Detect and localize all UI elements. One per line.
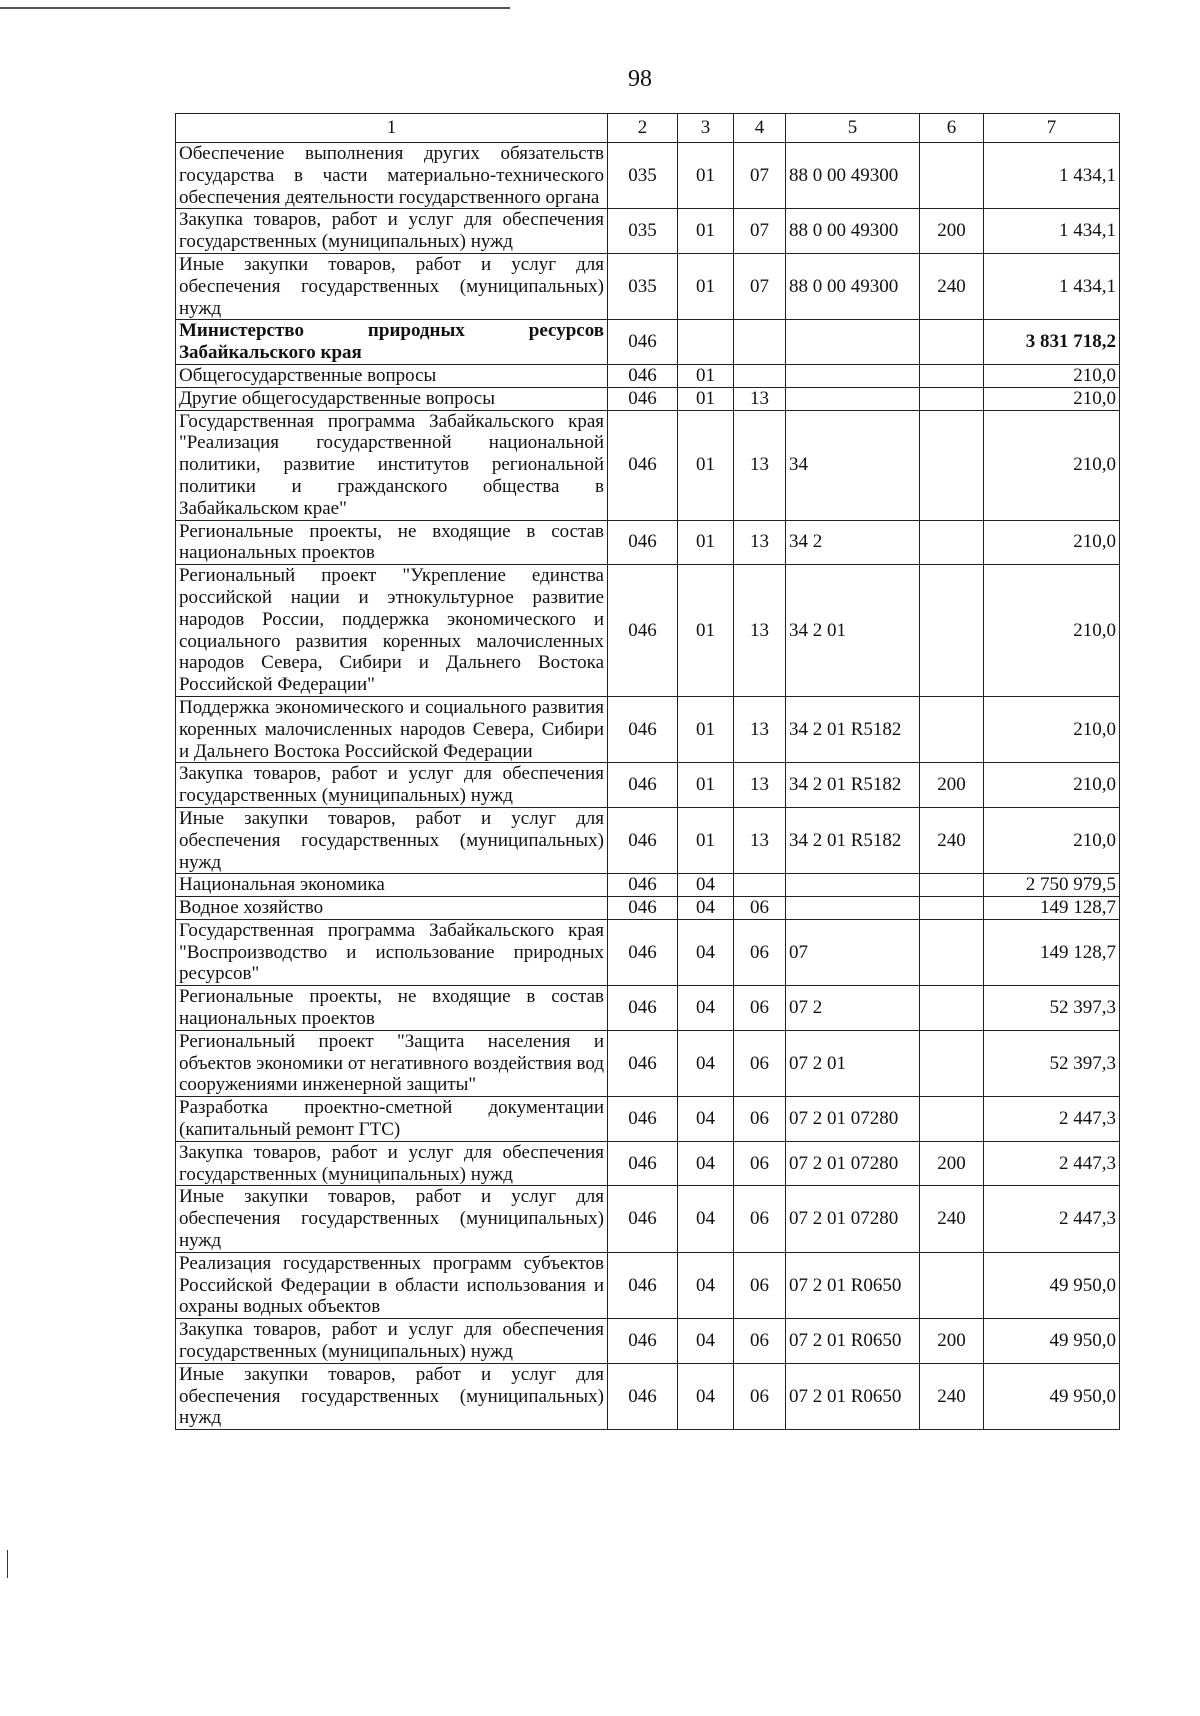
expense-type-code [920, 520, 984, 565]
subsection-code: 13 [734, 520, 786, 565]
target-article-code: 07 2 01 [786, 1030, 920, 1096]
target-article-code [786, 364, 920, 387]
subsection-code: 13 [734, 807, 786, 873]
target-article-code: 07 2 01 R0650 [786, 1252, 920, 1318]
table-row [176, 1252, 1120, 1318]
expense-name: Иные закупки товаров, работ и услуг для обеспечения государственных (муниципальных) нужд [176, 807, 608, 873]
header-cell-4: 4 [734, 114, 786, 143]
section-code: 01 [678, 410, 734, 520]
amount: 210,0 [984, 696, 1120, 762]
expense-name: Водное хозяйство [176, 897, 608, 920]
header-row [176, 114, 1120, 143]
section-code: 04 [678, 919, 734, 985]
target-article-code: 07 2 01 07280 [786, 1097, 920, 1142]
ministry-code: 046 [608, 1030, 678, 1096]
amount: 52 397,3 [984, 1030, 1120, 1096]
amount: 210,0 [984, 387, 1120, 410]
amount: 49 950,0 [984, 1252, 1120, 1318]
target-article-code: 07 2 01 07280 [786, 1186, 920, 1252]
table-row [176, 209, 1120, 254]
section-code: 01 [678, 696, 734, 762]
expense-type-code [920, 320, 984, 365]
ministry-code: 035 [608, 253, 678, 319]
subsection-code [734, 874, 786, 897]
ministry-code: 046 [608, 986, 678, 1031]
section-code: 04 [678, 1141, 734, 1186]
section-code: 01 [678, 807, 734, 873]
section-code: 01 [678, 520, 734, 565]
budget-table [175, 113, 1120, 1430]
expense-type-code: 200 [920, 1141, 984, 1186]
ministry-code: 046 [608, 410, 678, 520]
amount: 2 750 979,5 [984, 874, 1120, 897]
ministry-code: 035 [608, 143, 678, 209]
subsection-code: 06 [734, 1141, 786, 1186]
expense-name: Иные закупки товаров, работ и услуг для обеспечения государственных (муниципальных) нужд [176, 253, 608, 319]
amount: 2 447,3 [984, 1186, 1120, 1252]
subsection-code: 06 [734, 1097, 786, 1142]
expense-name: Закупка товаров, работ и услуг для обеспечения государственных (муниципальных) нужд [176, 1141, 608, 1186]
ministry-code: 046 [608, 387, 678, 410]
table-row [176, 874, 1120, 897]
subsection-code: 07 [734, 253, 786, 319]
ministry-code: 046 [608, 320, 678, 365]
target-article-code: 88 0 00 49300 [786, 253, 920, 319]
header-cell-5: 5 [786, 114, 920, 143]
target-article-code: 34 2 01 R5182 [786, 696, 920, 762]
ministry-code: 046 [608, 520, 678, 565]
table-row [176, 919, 1120, 985]
subsection-code: 06 [734, 919, 786, 985]
ministry-code: 046 [608, 1363, 678, 1429]
expense-name: Поддержка экономического и социального развития коренных малочисленных народов Севера, Сибири и Дальнего Востока Российской Федерации [176, 696, 608, 762]
expense-type-code: 240 [920, 1363, 984, 1429]
expense-name: Региональные проекты, не входящие в состав национальных проектов [176, 986, 608, 1031]
subsection-code: 13 [734, 410, 786, 520]
expense-name: Обеспечение выполнения других обязательств государства в части материально-технического обеспечения деятельности государственного органа [176, 143, 608, 209]
amount: 52 397,3 [984, 986, 1120, 1031]
table-row [176, 1319, 1120, 1364]
target-article-code: 34 2 01 R5182 [786, 807, 920, 873]
header-cell-3: 3 [678, 114, 734, 143]
expense-type-code: 240 [920, 807, 984, 873]
amount: 210,0 [984, 520, 1120, 565]
section-code: 01 [678, 387, 734, 410]
expense-type-code: 200 [920, 763, 984, 808]
subsection-code: 06 [734, 1363, 786, 1429]
expense-name: Иные закупки товаров, работ и услуг для обеспечения государственных (муниципальных) нужд [176, 1363, 608, 1429]
expense-type-code: 240 [920, 1186, 984, 1252]
subsection-code: 07 [734, 143, 786, 209]
section-code: 01 [678, 209, 734, 254]
table-row [176, 520, 1120, 565]
target-article-code: 07 [786, 919, 920, 985]
target-article-code: 07 2 01 07280 [786, 1141, 920, 1186]
section-code: 04 [678, 1363, 734, 1429]
table-row [176, 410, 1120, 520]
expense-name: Государственная программа Забайкальского края "Реализация государственной национальной политики, развитие институтов региональной политики и гражданского общества в Забайкальском крае" [176, 410, 608, 520]
expense-name: Государственная программа Забайкальского края "Воспроизводство и использование природных ресурсов" [176, 919, 608, 985]
amount: 210,0 [984, 565, 1120, 697]
expense-type-code [920, 696, 984, 762]
table-row [176, 1141, 1120, 1186]
section-code: 04 [678, 986, 734, 1031]
expense-name: Разработка проектно-сметной документации (капитальный ремонт ГТС) [176, 1097, 608, 1142]
page-number: 98 [628, 66, 652, 92]
expense-type-code [920, 387, 984, 410]
expense-name: Национальная экономика [176, 874, 608, 897]
amount: 3 831 718,2 [984, 320, 1120, 365]
scan-edge-line [0, 7, 510, 9]
expense-type-code [920, 143, 984, 209]
table-row [176, 320, 1120, 365]
subsection-code: 06 [734, 1186, 786, 1252]
target-article-code: 07 2 01 R0650 [786, 1363, 920, 1429]
table-row [176, 143, 1120, 209]
subsection-code [734, 320, 786, 365]
subsection-code: 07 [734, 209, 786, 254]
target-article-code [786, 320, 920, 365]
ministry-code: 046 [608, 1319, 678, 1364]
ministry-code: 046 [608, 1141, 678, 1186]
expense-name: Другие общегосударственные вопросы [176, 387, 608, 410]
header-cell-6: 6 [920, 114, 984, 143]
expense-type-code: 200 [920, 209, 984, 254]
ministry-code: 046 [608, 763, 678, 808]
expense-name: Закупка товаров, работ и услуг для обеспечения государственных (муниципальных) нужд [176, 1319, 608, 1364]
table-body [176, 143, 1120, 1430]
section-code: 04 [678, 1252, 734, 1318]
subsection-code: 13 [734, 565, 786, 697]
amount: 210,0 [984, 763, 1120, 808]
amount: 49 950,0 [984, 1363, 1120, 1429]
expense-name: Реализация государственных программ субъектов Российской Федерации в области использования и охраны водных объектов [176, 1252, 608, 1318]
expense-name: Региональный проект "Защита населения и объектов экономики от негативного воздействия вод сооружениями инженерной защиты" [176, 1030, 608, 1096]
amount: 1 434,1 [984, 253, 1120, 319]
expense-type-code [920, 919, 984, 985]
subsection-code: 13 [734, 696, 786, 762]
subsection-code: 13 [734, 763, 786, 808]
expense-type-code: 240 [920, 253, 984, 319]
ministry-code: 046 [608, 364, 678, 387]
ministry-code: 046 [608, 565, 678, 697]
section-code: 01 [678, 364, 734, 387]
table-row [176, 763, 1120, 808]
section-code: 04 [678, 1186, 734, 1252]
target-article-code [786, 874, 920, 897]
table-row [176, 364, 1120, 387]
subsection-code: 06 [734, 897, 786, 920]
subsection-code: 06 [734, 1319, 786, 1364]
expense-name: Общегосударственные вопросы [176, 364, 608, 387]
table-row [176, 1363, 1120, 1429]
amount: 1 434,1 [984, 143, 1120, 209]
table-row [176, 253, 1120, 319]
target-article-code: 34 [786, 410, 920, 520]
expense-type-code [920, 364, 984, 387]
table-row [176, 1030, 1120, 1096]
ministry-code: 046 [608, 1097, 678, 1142]
section-code: 04 [678, 1030, 734, 1096]
target-article-code: 88 0 00 49300 [786, 143, 920, 209]
header-cell-7: 7 [984, 114, 1120, 143]
amount: 2 447,3 [984, 1141, 1120, 1186]
ministry-code: 046 [608, 919, 678, 985]
ministry-code: 046 [608, 1252, 678, 1318]
target-article-code [786, 897, 920, 920]
subsection-code: 06 [734, 986, 786, 1031]
target-article-code: 88 0 00 49300 [786, 209, 920, 254]
amount: 1 434,1 [984, 209, 1120, 254]
ministry-code: 046 [608, 807, 678, 873]
amount: 149 128,7 [984, 919, 1120, 985]
expense-name: Региональный проект "Укрепление единства российской нации и этнокультурное развитие народов России, поддержка экономического и социального развития коренных малочисленных народов Севера, Сибири и Дальнего Востока Российской Федерации" [176, 565, 608, 697]
table-row [176, 1097, 1120, 1142]
expense-type-code [920, 1252, 984, 1318]
section-code: 04 [678, 1319, 734, 1364]
expense-type-code [920, 1030, 984, 1096]
section-code: 01 [678, 763, 734, 808]
section-code: 01 [678, 565, 734, 697]
table-row [176, 565, 1120, 697]
expense-name: Министерство природных ресурсов Забайкальского края [176, 320, 608, 365]
table-row [176, 807, 1120, 873]
target-article-code: 07 2 [786, 986, 920, 1031]
subsection-code [734, 364, 786, 387]
section-code: 04 [678, 1097, 734, 1142]
ministry-code: 046 [608, 696, 678, 762]
expense-type-code [920, 410, 984, 520]
target-article-code: 34 2 01 R5182 [786, 763, 920, 808]
amount: 49 950,0 [984, 1319, 1120, 1364]
target-article-code: 07 2 01 R0650 [786, 1319, 920, 1364]
ministry-code: 046 [608, 874, 678, 897]
expense-type-code: 200 [920, 1319, 984, 1364]
ministry-code: 035 [608, 209, 678, 254]
amount: 210,0 [984, 364, 1120, 387]
section-code: 01 [678, 253, 734, 319]
subsection-code: 06 [734, 1252, 786, 1318]
expense-type-code [920, 986, 984, 1031]
table-row [176, 986, 1120, 1031]
ministry-code: 046 [608, 897, 678, 920]
ministry-code: 046 [608, 1186, 678, 1252]
section-code: 04 [678, 897, 734, 920]
amount: 149 128,7 [984, 897, 1120, 920]
header-cell-1: 1 [176, 114, 608, 143]
header-cell-2: 2 [608, 114, 678, 143]
table-row [176, 696, 1120, 762]
subsection-code: 06 [734, 1030, 786, 1096]
expense-name: Региональные проекты, не входящие в состав национальных проектов [176, 520, 608, 565]
table-row [176, 387, 1120, 410]
expense-type-code [920, 565, 984, 697]
subsection-code: 13 [734, 387, 786, 410]
table-row [176, 897, 1120, 920]
expense-name: Закупка товаров, работ и услуг для обеспечения государственных (муниципальных) нужд [176, 763, 608, 808]
section-code: 01 [678, 143, 734, 209]
target-article-code [786, 387, 920, 410]
section-code [678, 320, 734, 365]
section-code: 04 [678, 874, 734, 897]
amount: 2 447,3 [984, 1097, 1120, 1142]
expense-name: Иные закупки товаров, работ и услуг для обеспечения государственных (муниципальных) нужд [176, 1186, 608, 1252]
expense-type-code [920, 874, 984, 897]
amount: 210,0 [984, 410, 1120, 520]
target-article-code: 34 2 01 [786, 565, 920, 697]
table-row [176, 1186, 1120, 1252]
target-article-code: 34 2 [786, 520, 920, 565]
amount: 210,0 [984, 807, 1120, 873]
expense-type-code [920, 1097, 984, 1142]
scan-margin-mark [7, 1550, 8, 1578]
expense-name: Закупка товаров, работ и услуг для обеспечения государственных (муниципальных) нужд [176, 209, 608, 254]
expense-type-code [920, 897, 984, 920]
